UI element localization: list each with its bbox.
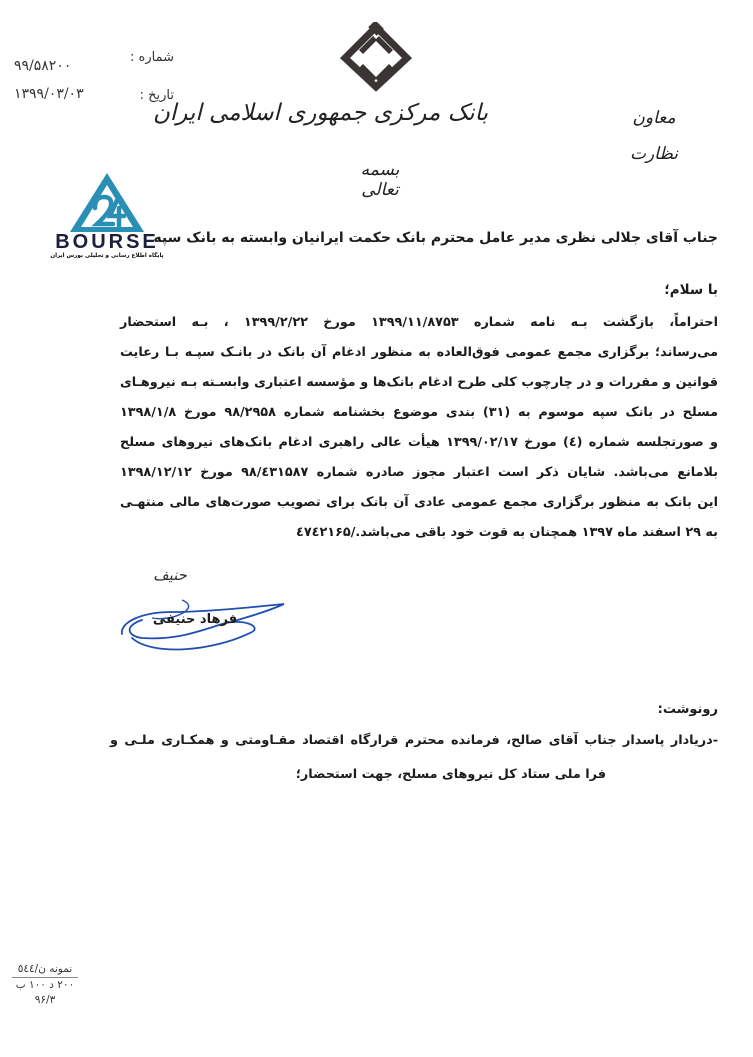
body-line-1: احتراماً، بازگشت بـه نامه شماره ۱۳۹۹/۱۱/۸۷۵۳ مورخ ۱۳۹۹/۲/۲۲ ، بـه استحضار [120, 315, 718, 330]
basmala: بسمه تعالی [360, 160, 400, 200]
letter-number-label: شماره : [130, 50, 174, 65]
letter-date-label: تاریخ : [139, 88, 174, 103]
central-bank-emblem [337, 22, 415, 92]
greeting: با سلام؛ [664, 282, 718, 298]
signer-name: فرهاد حنیفی [152, 612, 238, 627]
form-code-line-3: ۹۶/۳ [34, 994, 56, 1006]
body-line-8: به ۲۹ اسفند ماه ۱۳۹۷ همچنان به قوت خود باقی می‌باشد./٤۷٤۲۱۶۵ [296, 525, 718, 540]
letter-body [120, 308, 718, 548]
body-line-6: بلامانع می‌باشد. شایان ذکر است اعتبار مجوز صادره شماره ۹۸/٤۳۱۵۸۷ مورخ ۱۳۹۸/۱۲/۱۲ [120, 465, 718, 480]
body-line-7: این بانک به منظور برگزاری مجمع عمومی عادی آن بانک برای تصویب صورت‌های مالی منتهـی [120, 495, 718, 510]
body-line-5: و صورتجلسه شماره (٤) مورخ ۱۳۹۹/۰۲/۱۷ هیأت عالی راهبری ادغام بانک‌های نیروهای مسلح [120, 435, 718, 450]
form-code-line-2: ۲۰۰ د ۱۰۰ ب [15, 979, 75, 991]
letter-date-value: ۱۳۹۹/۰۳/۰۳ [14, 86, 84, 102]
bourse-subtitle: پایگاه اطلاع رسانی و تحلیلی بورس ایران [50, 253, 164, 259]
department-line-2: نظارت [629, 144, 679, 164]
form-code [12, 962, 78, 1008]
form-code-line-1: نمونه ن/٥٤٤ [12, 962, 78, 978]
letter-number-value: ۹۹/۵۸۲۰۰ [14, 58, 72, 74]
cc-line-2: فرا ملی ستاد کل نیروهای مسلح، جهت استحضار؛ [295, 767, 606, 782]
cc-title: رونوشت: [657, 702, 718, 717]
body-line-3: قوانین و مقررات و در چارچوب کلی طرح ادغام بانک‌ها و مؤسسه اعتباری وابسـته بـه نیروهـای [120, 375, 718, 390]
department-line-1: معاون [632, 108, 676, 128]
bourse-watermark [48, 170, 166, 262]
bourse-logo-icon [48, 170, 166, 236]
body-line-2: می‌رساند؛ برگزاری مجمع عمومی فوق‌العاده به منظور ادغام آن بانک در بانـک سپـه بـا رعایت [120, 345, 718, 360]
cc-line-1: -دریادار پاسدار جناب آقای صالح، فرمانده محترم قرارگاه اقتصاد مقـاومتی و همکـاری ملـی و [110, 733, 718, 748]
department-title [626, 100, 682, 172]
body-line-4: مسلح در بانک سپه موسوم به (۳۱) بندی موضوع بخشنامه شماره ۹۸/۲۹۵۸ مورخ ۱۳۹۸/۱/۸ [120, 405, 718, 420]
bourse-brand-text: BOURSE [55, 231, 159, 253]
bank-name: بانک مرکزی جمهوری اسلامی ایران [152, 100, 488, 126]
recipient-line: جناب آقای جلالی نظری مدیر عامل محترم بانک حکمت ایرانیان وابسته به بانک سپه [153, 230, 718, 246]
signature-scribble: حنیف [153, 566, 187, 584]
